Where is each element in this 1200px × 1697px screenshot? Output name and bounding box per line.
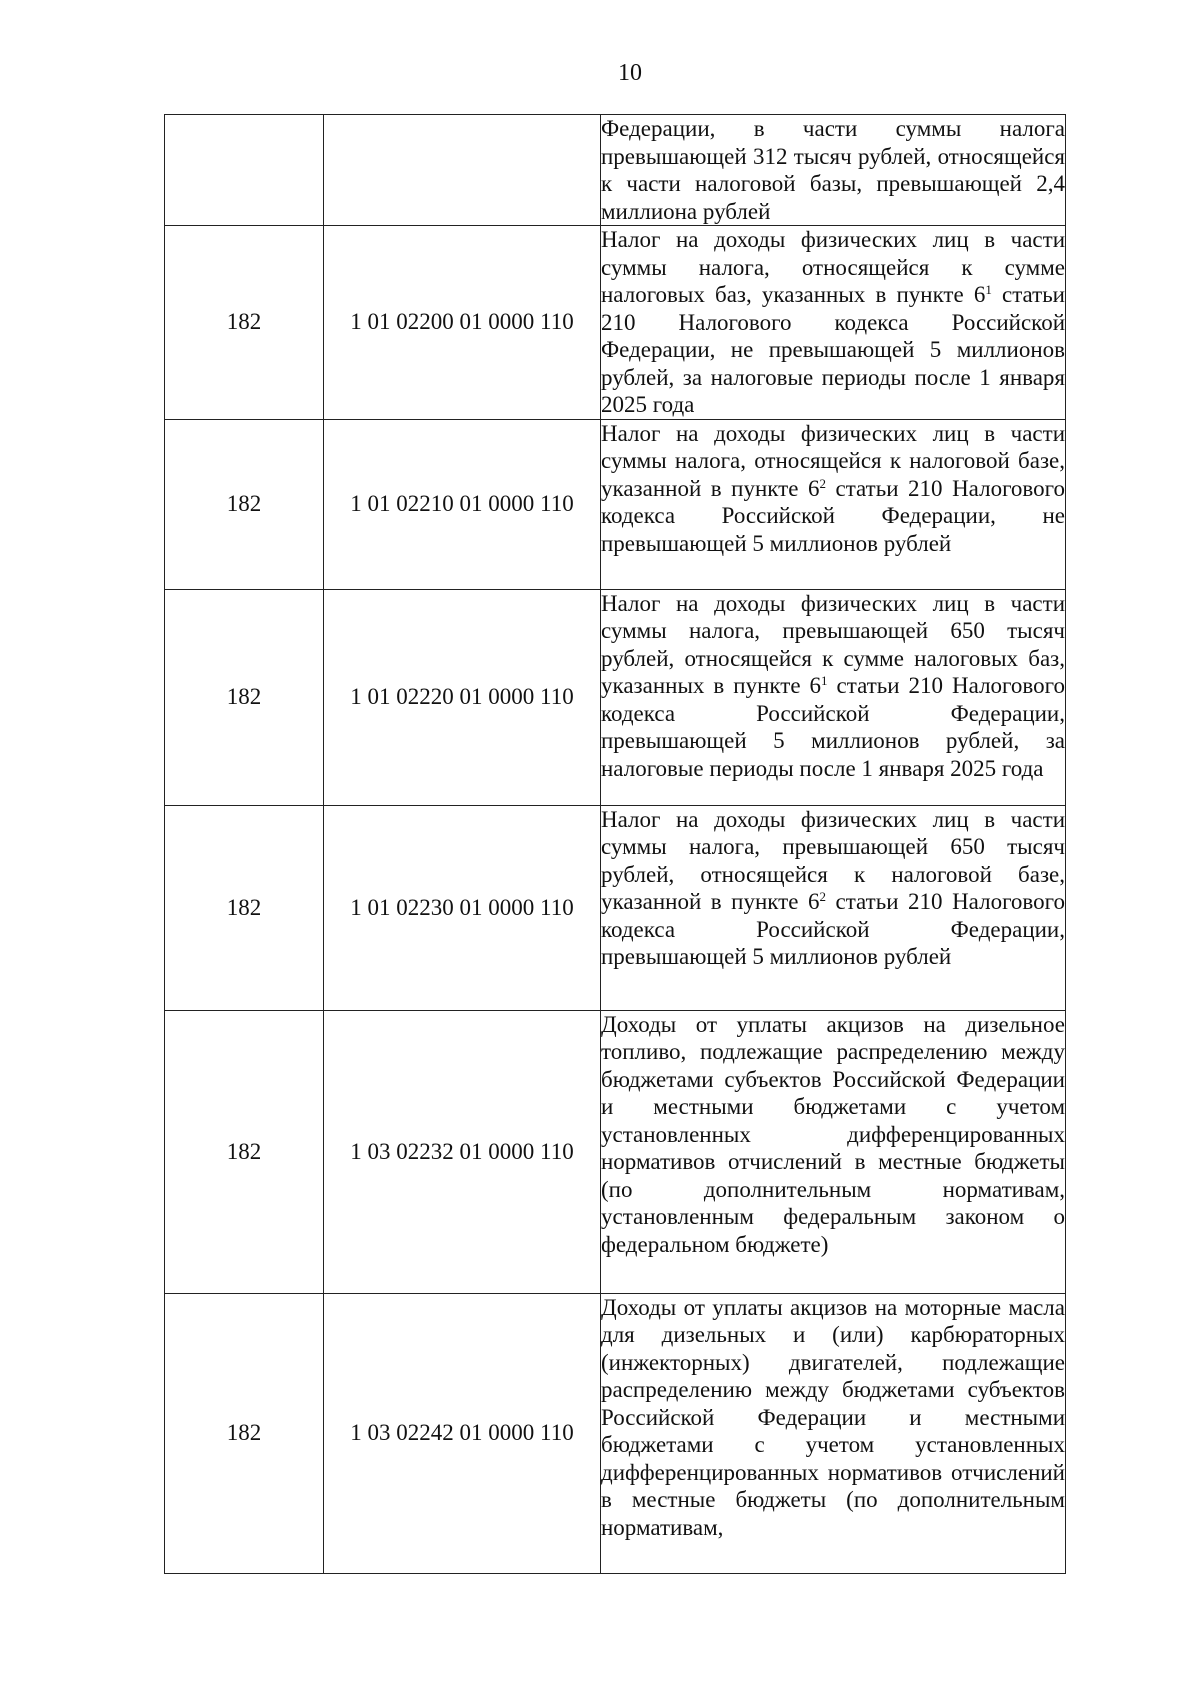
superscript: 1 <box>821 673 828 688</box>
table-row <box>165 226 1066 420</box>
description-text: Налог на доходы физических лиц в части суммы налога, превышающей 650 тысяч рублей, относящейся к налоговой базе, указанной в пункте 6 <box>601 806 1065 914</box>
admin-code-cell <box>165 115 324 226</box>
description-text: статьи 210 Налогового кодекса Российской Федерации, не превышающей 5 миллионов рублей, за налоговые периоды после 1 января 2025 года <box>601 282 1065 417</box>
description-cell <box>601 805 1066 1010</box>
description-text: Налог на доходы физических лиц в части суммы налога, превышающей 650 тысяч рублей, относящейся к сумме налоговых баз, указанных в пункте 6 <box>601 590 1065 698</box>
description-cell: Доходы от уплаты акцизов на дизельное топливо, подлежащие распределению между бюджетами субъектов Российской Федерации и местными бюджетами с учетом установленных дифференцированных нормативов отчислений в местные бюджеты (по дополнительным нормативам, установленным федеральным законом о федеральном бюджете) <box>601 1010 1066 1293</box>
kbk-code-cell <box>324 115 601 226</box>
table-row <box>165 589 1066 805</box>
description-text: Налог на доходы физических лиц в части суммы налога, относящейся к сумме налоговых баз, указанных в пункте 6 <box>601 227 1065 307</box>
table-row <box>165 1010 1066 1293</box>
kbk-code-cell: 1 03 02232 01 0000 110 <box>324 1010 601 1293</box>
table-row <box>165 1293 1066 1573</box>
kbk-code-cell: 1 01 02220 01 0000 110 <box>324 589 601 805</box>
superscript: 2 <box>819 889 826 904</box>
admin-code-cell: 182 <box>165 589 324 805</box>
admin-code-cell: 182 <box>165 226 324 420</box>
description-text: статьи 210 Налогового кодекса Российской Федерации, превышающей 5 миллионов рублей, за налоговые периоды после 1 января 2025 года <box>601 673 1065 781</box>
description-text: статьи 210 Налогового кодекса Российской Федерации, не превышающей 5 миллионов рублей <box>601 475 1065 556</box>
admin-code-cell: 182 <box>165 1293 324 1573</box>
description-cell <box>601 226 1066 420</box>
page-number: 10 <box>618 60 642 86</box>
revenue-classification-table <box>164 114 1066 1574</box>
admin-code-cell: 182 <box>165 419 324 589</box>
table-row <box>165 805 1066 1010</box>
superscript: 1 <box>985 282 992 297</box>
admin-code-cell: 182 <box>165 805 324 1010</box>
table-row <box>165 419 1066 589</box>
description-cell <box>601 589 1066 805</box>
description-cell: Федерации, в части суммы налога превышающей 312 тысяч рублей, относящейся к части налоговой базы, превышающей 2,4 миллиона рублей <box>601 116 1065 224</box>
description-cell <box>601 419 1066 589</box>
description-text: Налог на доходы физических лиц в части суммы налога, относящейся к налоговой базе, указанной в пункте 6 <box>601 420 1065 501</box>
kbk-code-cell: 1 03 02242 01 0000 110 <box>324 1293 601 1573</box>
admin-code-cell: 182 <box>165 1010 324 1293</box>
description-cell: Доходы от уплаты акцизов на моторные масла для дизельных и (или) карбюраторных (инжекторных) двигателей, подлежащие распределению между бюджетами субъектов Российской Федерации и местными бюджетами с учетом установленных дифференцированных нормативов отчислений в местные бюджеты (по дополнительным нормативам, <box>601 1293 1066 1573</box>
description-text: статьи 210 Налогового кодекса Российской Федерации, превышающей 5 миллионов рублей <box>601 889 1065 969</box>
superscript: 2 <box>819 475 826 491</box>
kbk-code-cell: 1 01 02200 01 0000 110 <box>324 226 601 420</box>
table-row <box>165 115 1066 226</box>
kbk-code-cell: 1 01 02210 01 0000 110 <box>324 419 601 589</box>
kbk-code-cell: 1 01 02230 01 0000 110 <box>324 805 601 1010</box>
